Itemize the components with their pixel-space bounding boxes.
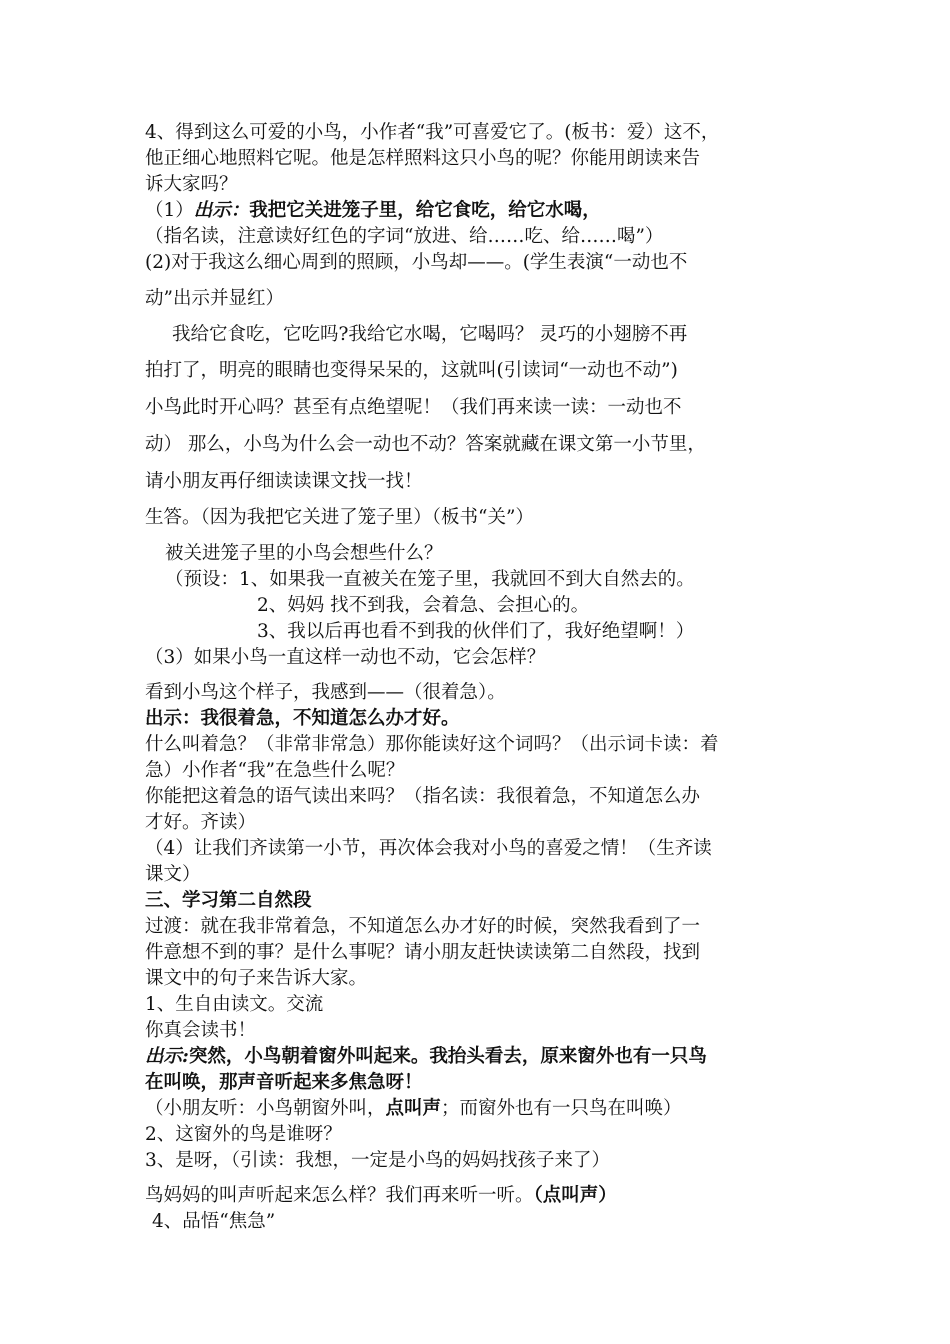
text-line	[145, 1044, 825, 1070]
text-line: （指名读，注意读好红色的字词“放进、给……吃、给……喝”）	[145, 226, 664, 247]
text-line: （预设：1、如果我一直被关在笼子里，我就回不到大自然去的。	[165, 569, 695, 590]
text-run: ；而窗外也有一只鸟在叫唤）	[441, 1098, 682, 1119]
shown-sentence: 我把它关进笼子里，给它食吃，给它水喝，	[249, 200, 601, 221]
text-line: 什么叫着急？（非常非常急）那你能读好这个词吗？（出示词卡读：着	[145, 734, 719, 755]
text-line: 课文中的句子来告诉大家。	[145, 968, 368, 989]
text-run: （小朋友听：小鸟朝窗外叫，	[145, 1098, 386, 1119]
text-line: 4、得到这么可爱的小鸟，小作者“我”可喜爱它了。(板书：爱）这不，	[145, 122, 720, 143]
text-line: 小鸟此时开心吗？甚至有点绝望呢！（我们再来读一读：一动也不	[145, 397, 682, 418]
text-line: 3、我以后再也看不到我的伙伴们了，我好绝望啊！）	[257, 621, 695, 642]
text-line: 才好。齐读）	[145, 812, 257, 833]
section-heading: 三、学习第二自然段	[145, 890, 312, 911]
text-line: 拍打了，明亮的眼睛也变得呆呆的，这就叫(引读词“一动也不动”)	[145, 360, 678, 381]
text-line: 4、品悟“焦急”	[152, 1211, 276, 1232]
show-label: 出示：	[193, 200, 250, 221]
text-line: 3、是呀，（引读：我想，一定是小鸟的妈妈找孩子来了）	[145, 1150, 611, 1171]
text-line	[145, 198, 825, 224]
text-line: 你真会读书！	[145, 1020, 257, 1041]
text-line	[145, 1183, 825, 1209]
text-line: 看到小鸟这个样子，我感到——（很着急）。	[145, 682, 506, 703]
emphasis-text: 点叫声	[385, 1098, 442, 1119]
text-line: 被关进笼子里的小鸟会想些什么？	[165, 543, 443, 564]
text-line: 生答。（因为我把它关进了笼子里）（板书“关”）	[145, 507, 534, 528]
text-line: 急）小作者“我”在急些什么呢？	[145, 760, 405, 781]
text-line: 你能把这着急的语气读出来吗？（指名读：我很着急，不知道怎么办	[145, 786, 701, 807]
shown-sentence: 出示：我很着急，不知道怎么办才好。	[145, 708, 460, 729]
text-line: 动） 那么，小鸟为什么会一动也不动？答案就藏在课文第一小节里，	[145, 434, 706, 455]
text-line: （3）如果小鸟一直这样一动也不动，它会怎样？	[145, 647, 546, 668]
emphasis-text: （点叫声）	[533, 1185, 617, 1206]
text-line: 我给它食吃，它吃吗?我给它水喝，它喝吗？ 灵巧的小翅膀不再	[172, 324, 688, 345]
text-line: 2、妈妈 找不到我，会着急、会担心的。	[257, 595, 590, 616]
text-line: 课文）	[145, 864, 201, 885]
show-label: 出示:	[145, 1046, 189, 1067]
text-run: 鸟妈妈的叫声听起来怎么样？我们再来听一听。	[145, 1185, 534, 1206]
shown-sentence: 在叫唤，那声音听起来多焦急呀！	[145, 1072, 423, 1093]
text-line	[145, 1096, 825, 1122]
text-line: 动”出示并显红）	[145, 288, 284, 309]
item-number: （1）	[145, 200, 194, 221]
text-line: (2)对于我这么细心周到的照顾，小鸟却——。(学生表演“一动也不	[145, 252, 688, 273]
text-line: 件意想不到的事？是什么事呢？请小朋友赶快读读第二自然段，找到	[145, 942, 701, 963]
text-line: 请小朋友再仔细读读课文找一找！	[145, 471, 423, 492]
text-line: （4）让我们齐读第一小节，再次体会我对小鸟的喜爱之情！（生齐读	[145, 838, 712, 859]
text-line: 他正细心地照料它呢。他是怎样照料这只小鸟的呢？你能用朗读来告	[145, 148, 701, 169]
text-line: 诉大家吗？	[145, 174, 238, 195]
text-line: 2、这窗外的鸟是谁呀？	[145, 1124, 342, 1145]
text-line: 1、生自由读文。交流	[145, 994, 324, 1015]
shown-sentence: 突然，小鸟朝着窗外叫起来。我抬头看去，原来窗外也有一只鸟	[188, 1046, 707, 1067]
text-line: 过渡：就在我非常着急，不知道怎么办才好的时候，突然我看到了一	[145, 916, 701, 937]
